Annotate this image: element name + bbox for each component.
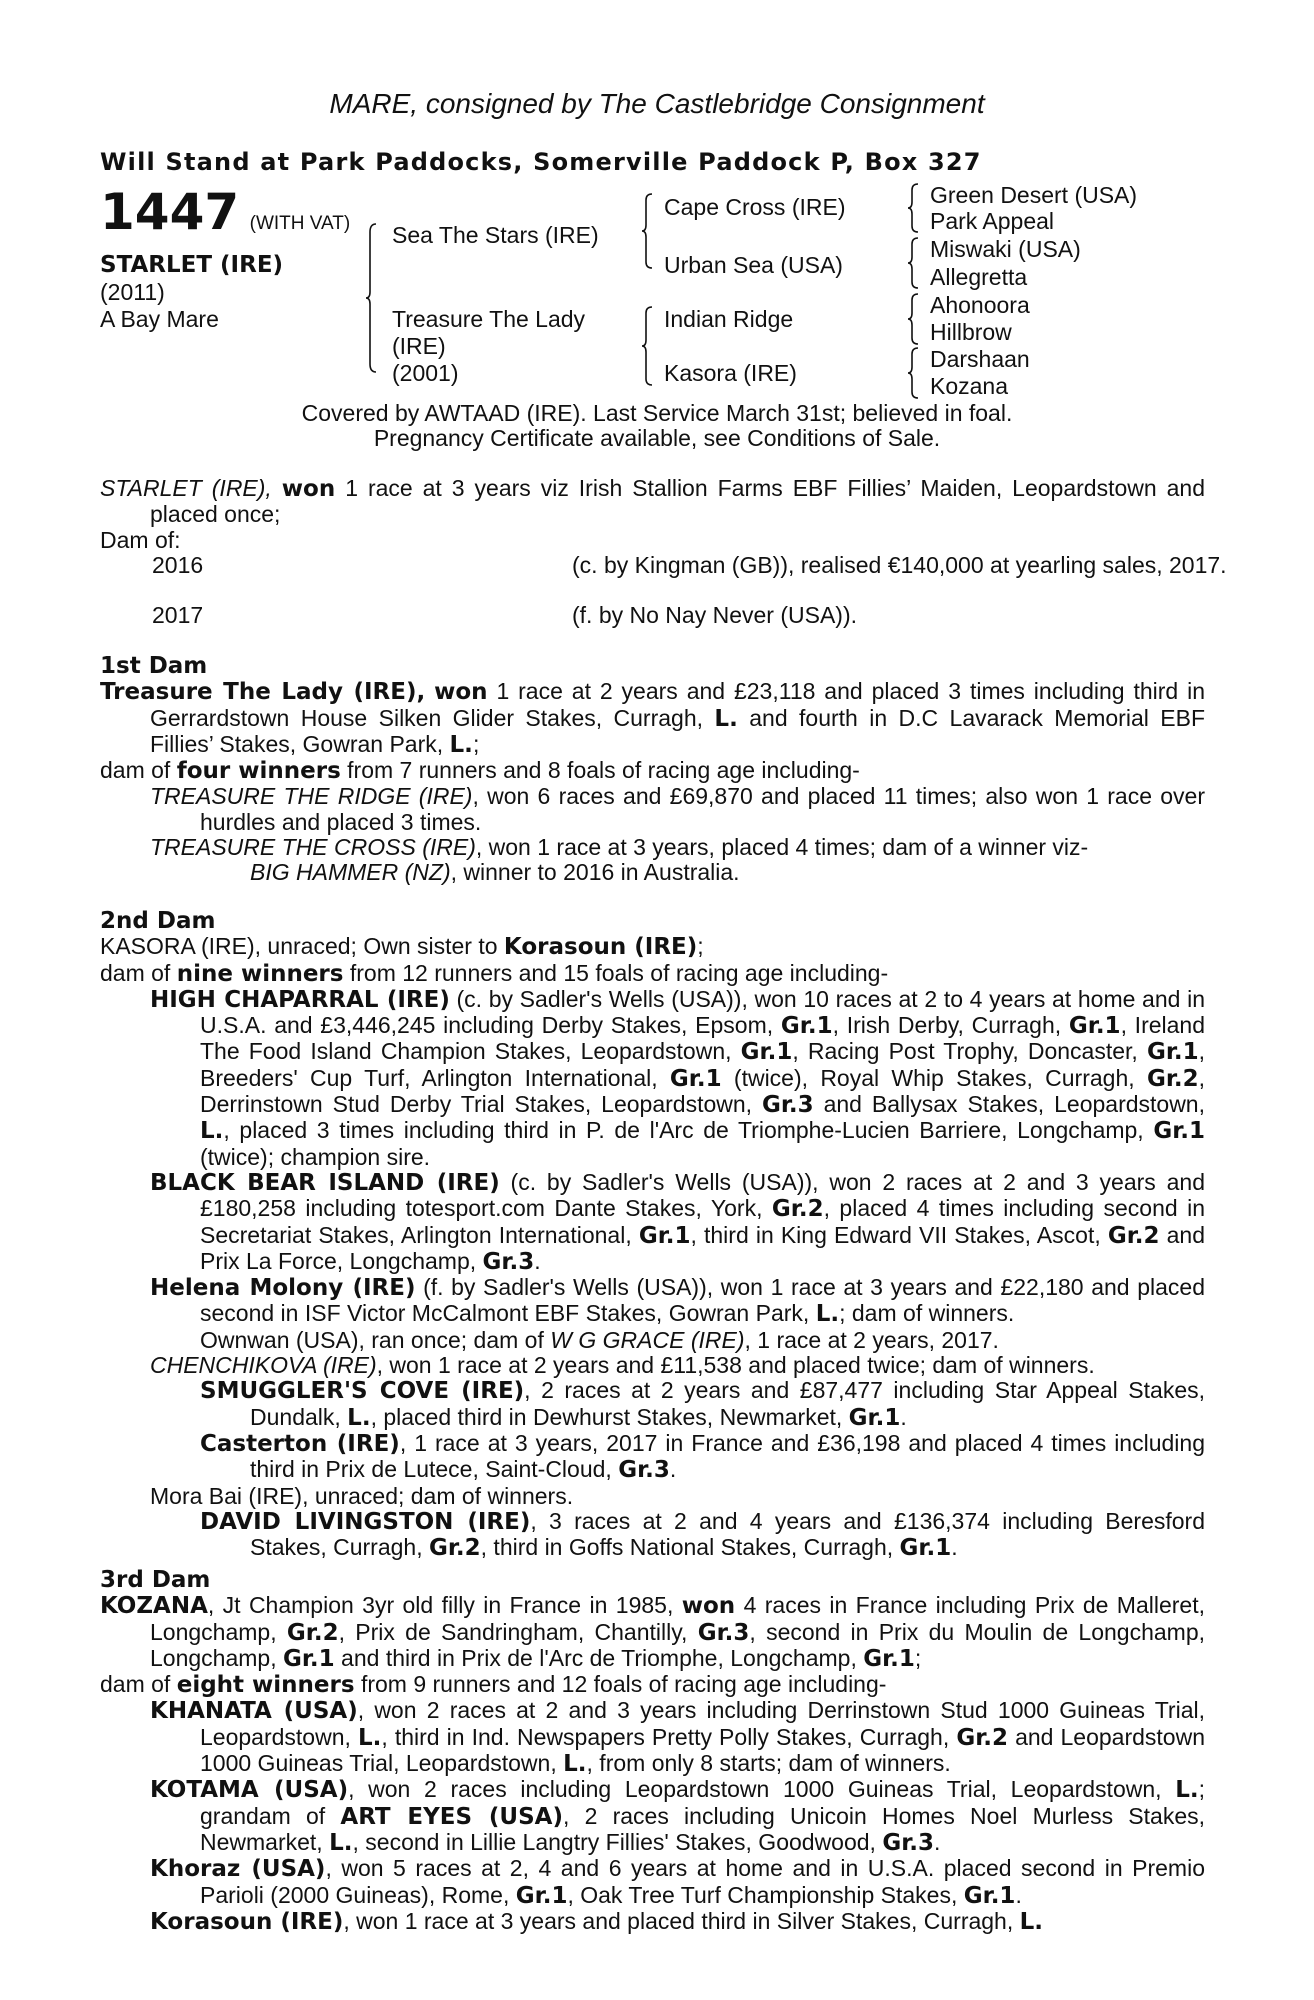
- produce-entry: Khoraz (USA), won 5 races at 2, 4 and 6 years at home and in U.S.A. placed second in Premio Parioli (2000 Guineas), Rome, Gr.1, Oak Tree Turf Championship Stakes, Gr.1.: [150, 1855, 1205, 1909]
- intro-section: [100, 475, 1227, 629]
- horse-description: A Bay Mare: [100, 306, 219, 332]
- produce-entry: SMUGGLER'S COVE (IRE), 2 races at 2 years and £87,477 including Star Appeal Stakes, Dundalk, L., placed third in Dewhurst Stakes, Newmarket, Gr.1.: [200, 1377, 1205, 1431]
- granddam-2: Allegretta: [930, 264, 1028, 290]
- dam-line1: Treasure The Lady: [392, 306, 586, 332]
- produce-entry: TREASURE THE CROSS (IRE), won 1 race at 3 years, placed 4 times; dam of a winner viz-: [150, 834, 1089, 861]
- pregnancy-line: Pregnancy Certificate available, see Conditions of Sale.: [373, 425, 941, 451]
- pedigree-brace-g3: [906, 292, 920, 346]
- third-dam-section: [100, 1568, 1205, 1935]
- produce-entry: KHANATA (USA), won 2 races at 2 and 3 years including Derrinstown Stud 1000 Guineas Trial, Leopardstown, L., third in Ind. Newspapers Pretty Polly Stakes, Curragh, Gr.2 and Leopardstown 1000 Guineas Trial, Leopardstown, L., from only 8 starts; dam of winners.: [150, 1697, 1205, 1778]
- produce-entry: BIG HAMMER (NZ), winner to 2016 in Australia.: [250, 859, 740, 886]
- dam-sire: Indian Ridge: [664, 306, 794, 332]
- pedigree-brace-sire: [640, 192, 654, 270]
- pedigree-brace-g4: [906, 346, 920, 400]
- stand-line: Will Stand at Park Paddocks, Somerville Paddock P, Box 327: [100, 148, 982, 176]
- produce-entry: Mora Bai (IRE), unraced; dam of winners.: [150, 1482, 574, 1509]
- produce-entry: Korasoun (IRE), won 1 race at 3 years and placed third in Silver Stakes, Curragh, L.: [150, 1907, 1044, 1935]
- produce-entry: TREASURE THE RIDGE (IRE), won 6 races and £69,870 and placed 11 times; also won 1 race over hurdles and placed 3 times.: [150, 783, 1205, 835]
- grandsire-3: Ahonoora: [930, 292, 1030, 318]
- first-dam-section: [100, 654, 1205, 886]
- granddam-3: Hillbrow: [930, 319, 1012, 345]
- produce-row: 2017 (f. by No Nay Never (USA)).: [152, 602, 857, 629]
- dam-dam: Kasora (IRE): [664, 360, 797, 386]
- vat-note: (WITH VAT): [249, 213, 351, 234]
- pedigree-brace-g1: [906, 182, 920, 234]
- second-dam-produce-summary: dam of nine winners from 12 runners and 15 foals of racing age including-: [100, 959, 889, 987]
- sire-dam: Urban Sea (USA): [664, 252, 843, 278]
- produce-entry: BLACK BEAR ISLAND (IRE) (c. by Sadler's Wells (USA)), won 2 races at 2 and 3 years and £180,258 including totesport.com Dante Stakes, York, Gr.2, placed 4 times including second in Secretariat Stakes, Arlington International, Gr.1, third in King Edward VII Stakes, Ascot, Gr.2 and Prix La Force, Longchamp, Gr.3.: [150, 1168, 1206, 1275]
- granddam-4: Kozana: [930, 373, 1009, 399]
- dam-line2: (IRE): [392, 333, 446, 359]
- granddam-1: Park Appeal: [930, 208, 1055, 234]
- produce-entry: Casterton (IRE), 1 race at 3 years, 2017 in France and £36,198 and placed 4 times including third in Prix de Lutece, Saint-Cloud, Gr.3.: [200, 1429, 1205, 1484]
- produce-entry: CHENCHIKOVA (IRE), won 1 race at 2 years and £11,538 and placed twice; dam of winners.: [150, 1352, 1095, 1379]
- dam-of-label: Dam of:: [100, 526, 181, 553]
- produce-entry: Helena Molony (IRE) (f. by Sadler's Wells (USA)), won 1 race at 3 years and £22,180 and placed second in ISF Victor McCalmont EBF Stakes, Gowran Park, L.; dam of winners.: [150, 1274, 1205, 1328]
- second-dam-intro: KASORA (IRE), unraced; Own sister to Korasoun (IRE);: [100, 933, 704, 961]
- first-dam-heading: 1st Dam: [100, 653, 208, 679]
- grandsire-4: Darshaan: [930, 346, 1030, 372]
- second-dam-heading: 2nd Dam: [100, 908, 216, 934]
- pedigree-brace-main: [364, 222, 378, 374]
- page-title: MARE, consigned by The Castlebridge Consignment: [329, 88, 985, 119]
- grandsire-1: Green Desert (USA): [930, 182, 1138, 208]
- lot-number: 1447: [100, 183, 240, 241]
- pedigree-brace-dam: [640, 305, 654, 387]
- dam-line3: (2001): [392, 360, 459, 386]
- third-dam-paragraph: KOZANA, Jt Champion 3yr old filly in France in 1985, won 4 races in France including Prix de Malleret, Longchamp, Gr.2, Prix de Sandringham, Chantilly, Gr.3, second in Prix du Moulin de Longchamp, Longchamp, Gr.1 and third in Prix de l'Arc de Triomphe, Longchamp, Gr.1;: [100, 1592, 1206, 1672]
- third-dam-produce-summary: dam of eight winners from 9 runners and 12 foals of racing age including-: [100, 1671, 887, 1699]
- horse-name: STARLET (IRE): [100, 252, 284, 278]
- covered-line: Covered by AWTAAD (IRE). Last Service March 31st; believed in foal.: [301, 400, 1013, 426]
- horse-year: (2011): [100, 279, 165, 305]
- produce-row: 2016 (c. by Kingman (GB)), realised €140,000 at yearling sales, 2017.: [152, 551, 1227, 578]
- lot-number-row: [100, 183, 350, 241]
- first-dam-produce-summary: dam of four winners from 7 runners and 8 foals of racing age including-: [100, 757, 860, 785]
- produce-entry: KOTAMA (USA), won 2 races including Leopardstown 1000 Guineas Trial, Leopardstown, L.; grandam of ART EYES (USA), 2 races including Unicoin Homes Noel Murless Stakes, Newmarket, L., second in Lillie Langtry Fillies' Stakes, Goodwood, Gr.3.: [150, 1776, 1206, 1856]
- sire: Sea The Stars (IRE): [392, 222, 599, 248]
- intro-paragraph: STARLET (IRE), won 1 race at 3 years viz Irish Stallion Farms EBF Fillies’ Maiden, Leopardstown and placed once;: [100, 475, 1206, 528]
- grandsire-2: Miswaki (USA): [930, 236, 1081, 262]
- second-dam-section: [100, 909, 1205, 1561]
- third-dam-heading: 3rd Dam: [100, 1567, 211, 1593]
- sire-sire: Cape Cross (IRE): [664, 194, 846, 220]
- pedigree-brace-g2: [906, 236, 920, 290]
- produce-entry: Ownwan (USA), ran once; dam of W G GRACE (IRE), 1 race at 2 years, 2017.: [200, 1326, 999, 1353]
- produce-entry: DAVID LIVINGSTON (IRE), 3 races at 2 and 4 years and £136,374 including Beresford Stakes, Curragh, Gr.2, third in Goffs National Stakes, Curragh, Gr.1.: [200, 1507, 1205, 1562]
- first-dam-paragraph: Treasure The Lady (IRE), won 1 race at 2 years and £23,118 and placed 3 times including third in Gerrardstown House Silken Glider Stakes, Curragh, L. and fourth in D.C Lavarack Memorial EBF Fillies’ Stakes, Gowran Park, L.;: [100, 678, 1206, 758]
- produce-entry: HIGH CHAPARRAL (IRE) (c. by Sadler's Wells (USA)), won 10 races at 2 to 4 years at home and in U.S.A. and £3,446,245 including Derby Stakes, Epsom, Gr.1, Irish Derby, Curragh, Gr.1, Ireland The Food Island Champion Stakes, Leopardstown, Gr.1, Racing Post Trophy, Doncaster, Gr.1, Breeders' Cup Turf, Arlington International, Gr.1 (twice), Royal Whip Stakes, Curragh, Gr.2, Derrinstown Stud Derby Trial Stakes, Leopardstown, Gr.3 and Ballysax Stakes, Leopardstown, L., placed 3 times including third in P. de l'Arc de Triomphe-Lucien Barriere, Longchamp, Gr.1 (twice); champion sire.: [150, 985, 1206, 1170]
